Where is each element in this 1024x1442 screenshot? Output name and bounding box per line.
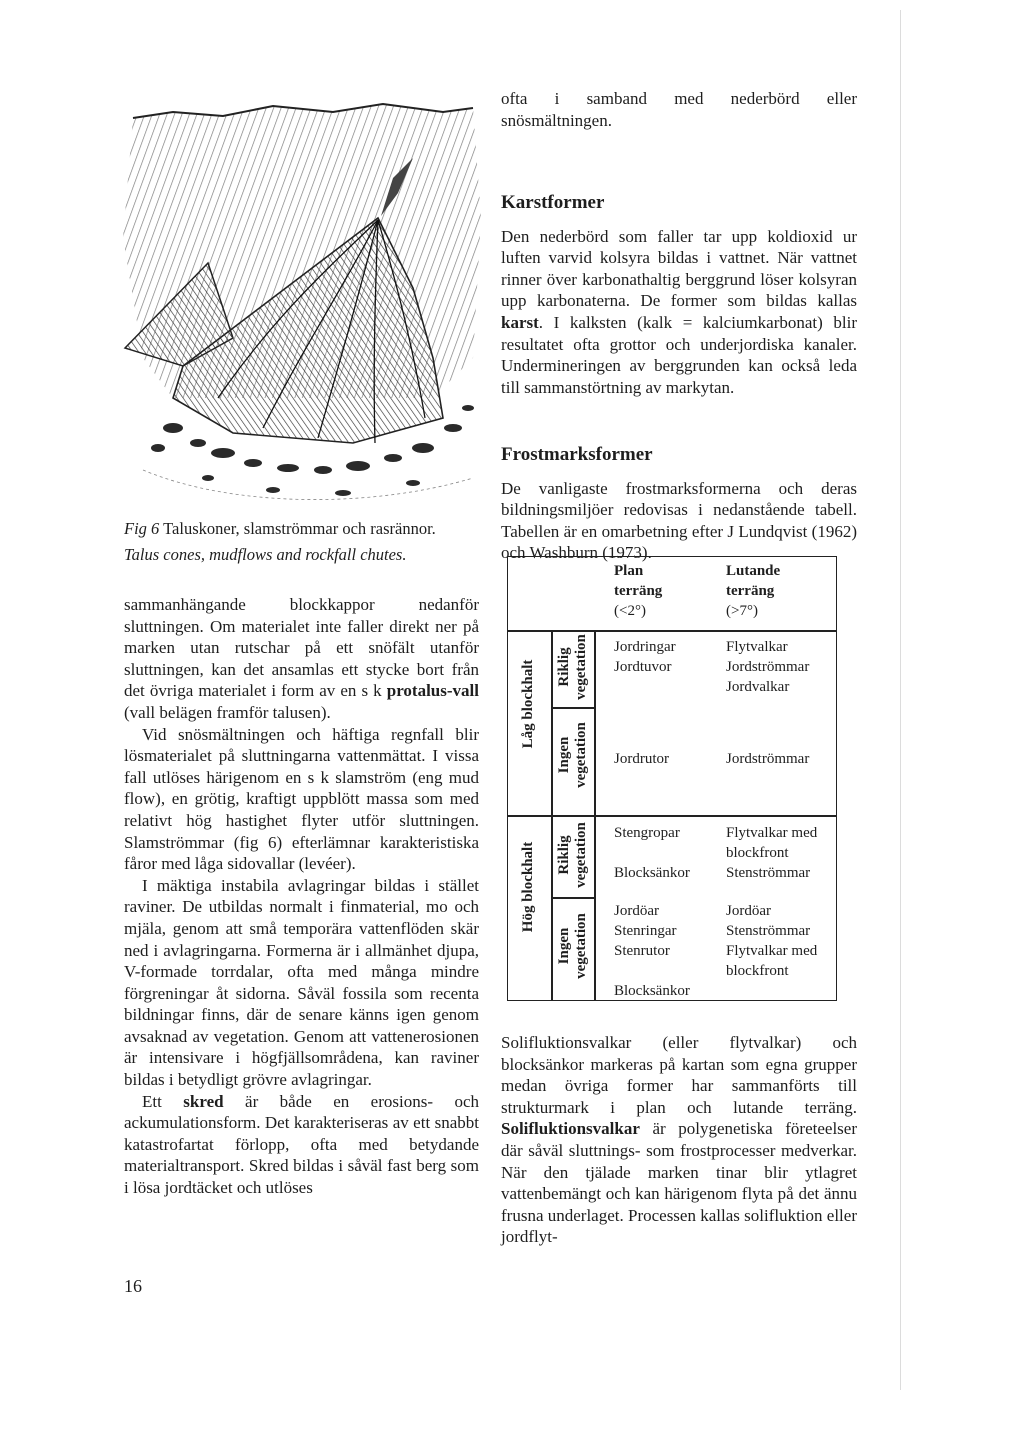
solifluction-paragraph: Solifluktionsvalkar (eller flytvalkar) och blocksänkor markeras på kartan som egna grupper medan övriga former har sammanförts till strukturmark i plan och lutande terräng. Solifluktionsvalkar är polygenetiska företeelser där såväl sluttnings- som frostprocesser medverkar. När den tjälade marken tinar blir ytlagret vattenbemängt och kan härigenom flyta på det ännu frusna underlaget. Processen kallas solifluktion eller jordflyt- (501, 1033, 857, 1247)
term-karst: karst (501, 312, 539, 332)
term-solifluktionsvalkar: Solifluktionsvalkar (501, 1119, 640, 1139)
cell-high-rich-sloping: Flytvalkar med blockfront Stenströmmar (726, 825, 818, 881)
cell-high-none-sloping: Jordöar Stenströmmar Flytvalkar med blockfront (726, 903, 818, 979)
caption-swedish: Taluskoner, slamströmmar och rasrännor. (163, 519, 436, 538)
header-sloping-terrain: Lutande terräng (>7°) (726, 563, 781, 619)
solifluction-section (501, 1032, 857, 1248)
page-edge-line (900, 10, 901, 1390)
veg-rich-low: Riklig vegetation (556, 634, 589, 700)
figure-label: Fig 6 (124, 519, 160, 538)
figure-caption (124, 516, 504, 568)
veg-rich-high: Riklig vegetation (556, 822, 589, 888)
term-protalus: protalus-vall (386, 681, 479, 701)
frost-section (501, 444, 857, 564)
karst-heading: Karstformer (501, 192, 605, 213)
group-low-block-content: Låg blockhalt (520, 659, 536, 749)
paragraph-raviner: I mäktiga instabila avlagringar bildas i stället raviner. De utbildas normalt i finmaterial, mo och mjäla, genom att små temporära vattenflöden skär ned i avlagringarna. Formerna är i allmänhet djupa, V-formade torrdalar, ofta med många mindre förgreningar åt sidorna. Såväl fossila som recenta bildningar finns, där de senare känns igen genom avsaknad av vegetation. Genom att vattenerosionen är intensivare i högfjällsområdena, kan raviner bildas i betydligt grövre avlagringar. (124, 875, 479, 1090)
paragraph-protalus: sammanhängande blockkappor nedanför sluttningen. Om materialet inte faller direkt ner på marken utan rutschar på ett snöfält utanför sluttningen, kan det ansamlas ett stycke bort från det övriga materialet i form av en s k protalus-vall (vall belägen framför talusen). (124, 595, 479, 722)
cell-low-none-sloping: Jordströmmar (726, 751, 810, 767)
frost-paragraph: De vanligaste frostmarksformerna och deras bildningsmiljöer redovisas i nedanstående tabell. Tabellen är en omarbetning efter J Lundqvist (1962) och Washburn (1973). (501, 478, 857, 563)
veg-none-low: Ingen vegetation (556, 722, 589, 788)
group-high-block-content: Hög blockhalt (520, 841, 536, 933)
term-skred: skred (183, 1091, 224, 1111)
continued-text: ofta i samband med nederbörd eller snösmältningen. (501, 89, 857, 130)
cell-low-rich-plan: Jordringar Jordtuvor (614, 639, 676, 675)
cell-low-none-plan: Jordrutor (614, 751, 669, 767)
paragraph-slamstrom: Vid snösmältningen och häftiga regnfall blir lösmaterialet på sluttningarna vattenmättat. I vissa fall utlöses härigenom en s k slamström (eng mud flow), en grötig, kraftigt uppblött massa som med relativt hög hastighet flyter utför sluttningen. Slamströmmar (fig 6) efterlämnar karakteristiska fåror med låga sidovallar (levéer). (124, 724, 479, 874)
talus-cones-illustration (113, 98, 491, 523)
page-number: 16 (124, 1276, 142, 1296)
cell-high-rich-plan: Stengropar Blocksänkor (614, 825, 690, 881)
paragraph-skred: Ett skred är både en erosions- och ackumulationsform. Det karakteriseras av ett snabbt katastrofartat förlopp, ofta med betydande materialtransport. Skred bildas i såväl fast berg som i lösa jordtäcket och utlöses (124, 1091, 479, 1198)
left-column-text (124, 594, 479, 1199)
karst-paragraph: Den nederbörd som faller tar upp koldioxid ur luften varvid kolsyra bildas i vattnet. När vattnet rinner över karbonathaltig berggrund löser kolsyran upp karbonaterna. De former som bildas kallas karst. I kalksten (kalk = kalciumkarbonat) blir resultatet ofta grottor och underjordiska kanaler. Undermineringen av berggrunden kan också leda till sammanstörtning av markytan. (501, 226, 857, 397)
veg-none-high: Ingen vegetation (556, 913, 589, 979)
karst-section (501, 192, 857, 398)
frost-forms-table (507, 556, 837, 1001)
cell-low-rich-sloping: Flytvalkar Jordströmmar Jordvalkar (726, 639, 810, 695)
cell-high-none-plan: Jordöar Stenringar Stenrutor Blocksänkor (614, 903, 690, 999)
header-plan-terrain: Plan terräng (<2°) (614, 563, 663, 619)
caption-english: Talus cones, mudflows and rockfall chutes. (124, 545, 407, 564)
frost-heading: Frostmarksformer (501, 444, 653, 465)
